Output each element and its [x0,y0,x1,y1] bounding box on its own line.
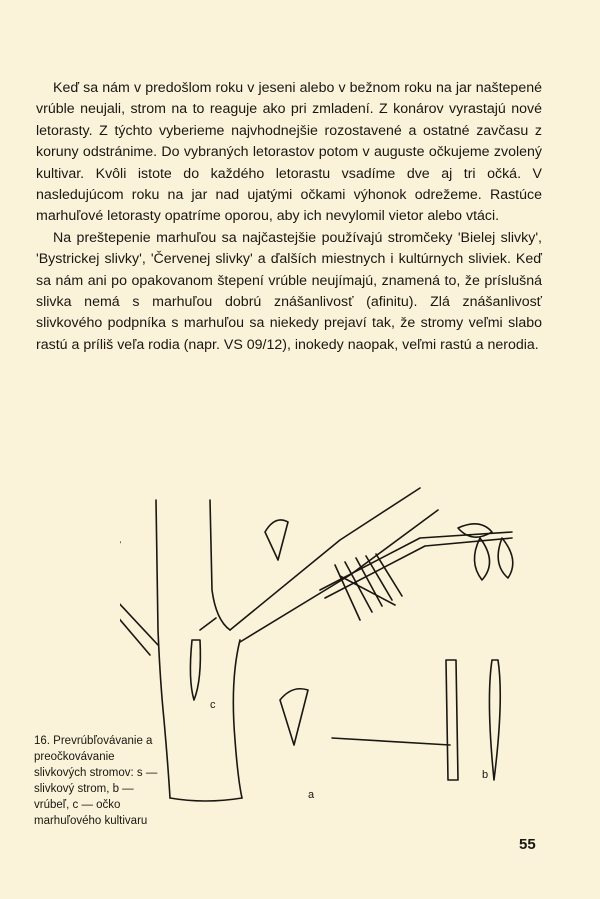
label-b: b [482,769,489,781]
label-c: c [210,699,216,711]
scion-b-2 [489,660,500,780]
scion-shoot-lower [325,538,512,598]
left-branch [120,600,158,655]
bark-cut-lower [280,689,308,745]
trunk-base [170,798,242,801]
leaf-right-2 [474,538,489,580]
label-a: a [308,789,315,801]
scion-b-1 [446,660,458,780]
figure-caption: 16. Prevrúbľovávanie a preočkovávanie slivkových stromov: s — slivkový strom, b — vrúbeľ, c — očko marhuľového kultivaru [34,735,158,827]
paragraph-1: Keď sa nám v predošlom roku v jeseni alebo v bežnom roku na jar naštepené vrúble neujali, strom na to reaguje ako pri zmladení. Z konárov vyrastajú nové letorasty. Z týchto vyberieme najvhodnejšie rozostavené a ostatné zavčasu z koruny odstránime. Do vybraných letorastov potom v auguste očkujeme zvolený kultivar. Kvôli istote do každého letorastu vsadíme dve aj tri očká. V nasledujúcom roku na jar nad ujatými očkami výhonok odrežeme. Rastúce marhuľové letorasty opatríme oporou, aby ich nevylomil vietor alebo vtáci. [36,80,542,225]
trunk-outline-right-lower [233,640,242,798]
leaf-right-3 [498,538,513,578]
bud-c-detail [190,640,200,700]
arrow-right-lower [332,738,450,745]
paragraph-2: Na preštepenie marhuľou sa najčastejšie používajú stromčeky 'Bielej slivky', 'Bystrickej slivky', 'Červenej slivky' a ďalších miestnych i kultúrnych sliviek. Keď sa nám ani po opakovanom štepení vrúble neujímajú, znamená to, že príslušná slivka nemá s marhuľou dobrú znášanlivosť (afinitu). Zlá znášanlivosť slivkového podpníka s marhuľou sa niekedy prejaví tak, že stromy veľmi slabo rastú a príliš veľa rodia (napr. VS 09/12), inokedy naopak, veľmi rastú a nerodia. [36,229,542,353]
right-branch-bottom [240,510,438,642]
trunk-outline-right [210,500,230,630]
grafting-illustration [120,480,560,820]
page-number: 55 [519,836,536,853]
right-branch-top [230,488,420,630]
body-text [36,78,542,356]
bark-cut-upper [265,520,288,560]
arrow-left [200,618,216,630]
